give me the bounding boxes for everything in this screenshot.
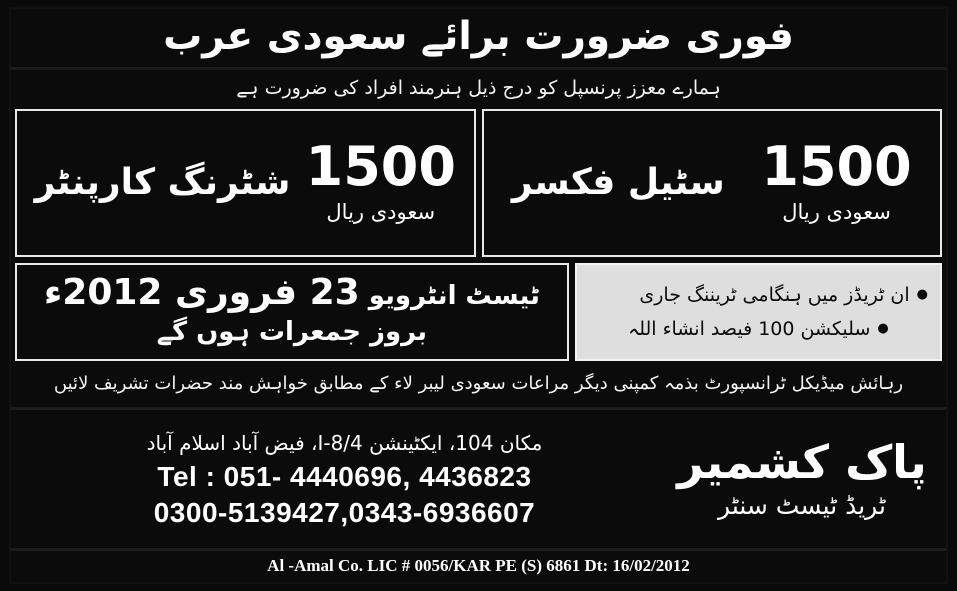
note-item: ● ان ٹریڈز میں ہنگامی ٹریننگ جاری (589, 282, 928, 308)
company-mobile: 0300-5139427,0343-6936607 (153, 496, 536, 528)
interview-label: ٹیسٹ انٹرویو (368, 280, 540, 311)
job-card (482, 109, 943, 257)
interview-day: بروز جمعرات ہوں گے (156, 316, 428, 347)
job-salary-currency: سعودی ریال (326, 200, 436, 224)
job-list (11, 109, 946, 259)
note-item: ● سلیکشن 100 فیصد انشاء اللہ (589, 316, 928, 342)
notes-panel (575, 263, 942, 361)
job-salary-amount: 1500 (305, 135, 456, 198)
job-salary-amount: 1500 (761, 135, 912, 198)
job-salary-block (761, 135, 912, 227)
company-brand (672, 437, 932, 523)
benefits-text: رہائش میڈیکل ٹرانسپورٹ بذمہ کمپنی دیگر مراعات سعودی لیبر لاء کے مطابق خواہش مند حضرات تشریف لائیں (11, 363, 946, 410)
headline-banner (11, 9, 946, 70)
poster-frame (9, 7, 948, 584)
job-card (15, 109, 476, 257)
company-address: مکان 104، ایکٹینشن I-8/4، فیض آباد اسلام آباد (146, 430, 543, 455)
job-salary-currency: سعودی ریال (782, 200, 891, 224)
contact-block (25, 430, 672, 531)
job-title: سٹیل فکسر (511, 162, 725, 203)
company-footer (11, 410, 946, 548)
company-subtitle: ٹریڈ ٹیسٹ سنٹر (718, 491, 886, 520)
job-salary-block (305, 135, 456, 227)
company-name: پاک کشمیر (677, 435, 927, 489)
company-telephone: Tel : 051- 4440696, 4436823 (157, 460, 532, 492)
headline-text: فوری ضرورت برائے سعودی عرب (163, 14, 794, 59)
job-title: شٹرنگ کارپنٹر (34, 162, 291, 203)
interview-and-notes-row (11, 259, 946, 363)
subheadline-text: ہمارے معزز پرنسپل کو درج ذیل ہنرمند افراد کی ضرورت ہے (11, 70, 946, 109)
license-strip: Al -Amal Co. LIC # 0056/KAR PE (S) 6861 Dt: 16/02/2012 (11, 548, 946, 582)
interview-date: 23 فروری 2012ء (43, 271, 360, 313)
interview-notice (15, 263, 569, 361)
